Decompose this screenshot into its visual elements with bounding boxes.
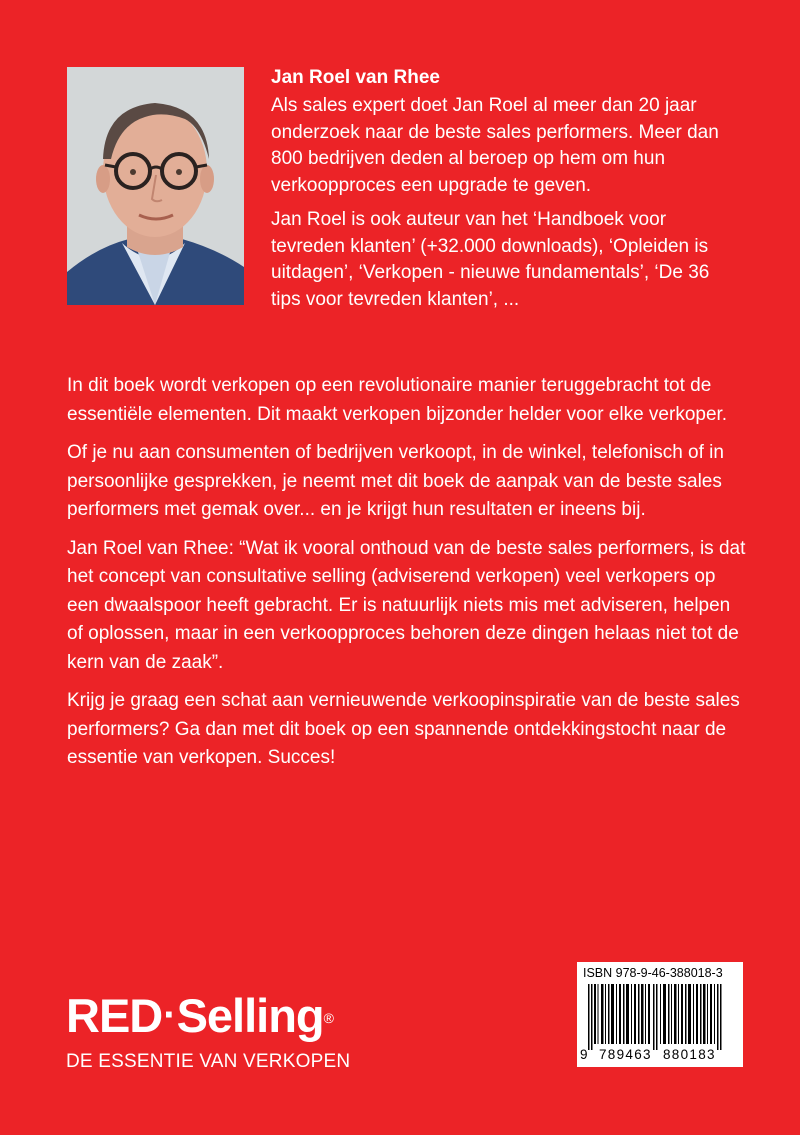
- author-name: Jan Roel van Rhee: [271, 67, 440, 88]
- brand-wordmark: [66, 990, 350, 1045]
- author-bio-paragraph: Als sales expert doet Jan Roel al meer dan 20 jaar onderzoek naar de beste sales performers. Meer dan 800 bedrijven deden al beroep op hem om hun verkoopproces een upgrade te geven.: [271, 95, 719, 196]
- description-paragraph: In dit boek wordt verkopen op een revolutionaire manier teruggebracht tot de essentiële elementen. Dit maakt verkopen bijzonder helder voor elke verkoper.: [67, 375, 728, 425]
- barcode-digits-left: 789463: [599, 1047, 652, 1062]
- brand-logo: [66, 990, 350, 1073]
- barcode-bars: [582, 984, 738, 1050]
- brand-part-selling: Selling: [176, 989, 324, 1042]
- description-paragraph: Krijg je graag een schat aan vernieuwende verkoopinspiratie van de beste sales performers? Ga dan met dit boek op een spannende ontdekkingstocht naar de essentie van verkopen. Succes!: [67, 690, 740, 768]
- author-portrait-illustration: [67, 67, 244, 305]
- isbn-barcode: [577, 962, 743, 1067]
- isbn-label: ISBN 978-9-46-388018-3: [583, 966, 723, 980]
- brand-part-red: RED: [66, 989, 163, 1042]
- barcode-digits-right: 880183: [663, 1047, 716, 1062]
- author-bio-block: [271, 65, 741, 321]
- barcode-digit-first: 9: [580, 1047, 588, 1062]
- author-photo: [67, 67, 244, 305]
- description-paragraph: Jan Roel van Rhee: “Wat ik vooral onthoud van de beste sales performers, is dat het concept van consultative selling (adviserend verkopen) veel verkopers op een dwaalspoor heeft gebracht. Er is natuurlijk niets mis met adviseren, helpen of oplossen, maar in een verkoopproces behoren deze dingen helaas niet tot de kern van de zaak”.: [67, 537, 746, 673]
- author-bio-paragraph: Jan Roel is ook auteur van het ‘Handboek voor tevreden klanten’ (+32.000 downloads), ‘Opleiden is uitdagen’, ‘Verkopen - nieuwe fundamentals’, ‘De 36 tips voor tevreden klanten’, ...: [271, 209, 710, 310]
- registered-mark: ®: [323, 1010, 333, 1026]
- brand-dot: ·: [163, 993, 176, 1037]
- description-paragraph: Of je nu aan consumenten of bedrijven verkoopt, in de winkel, telefonisch of in persoonlijke gesprekken, je neemt met dit boek de aanpak van de beste sales performers met gemak over... en je krijgt hun resultaten er ineens bij.: [67, 442, 724, 520]
- book-description: [67, 372, 747, 783]
- brand-tagline: DE ESSENTIE VAN VERKOPEN: [66, 1051, 351, 1072]
